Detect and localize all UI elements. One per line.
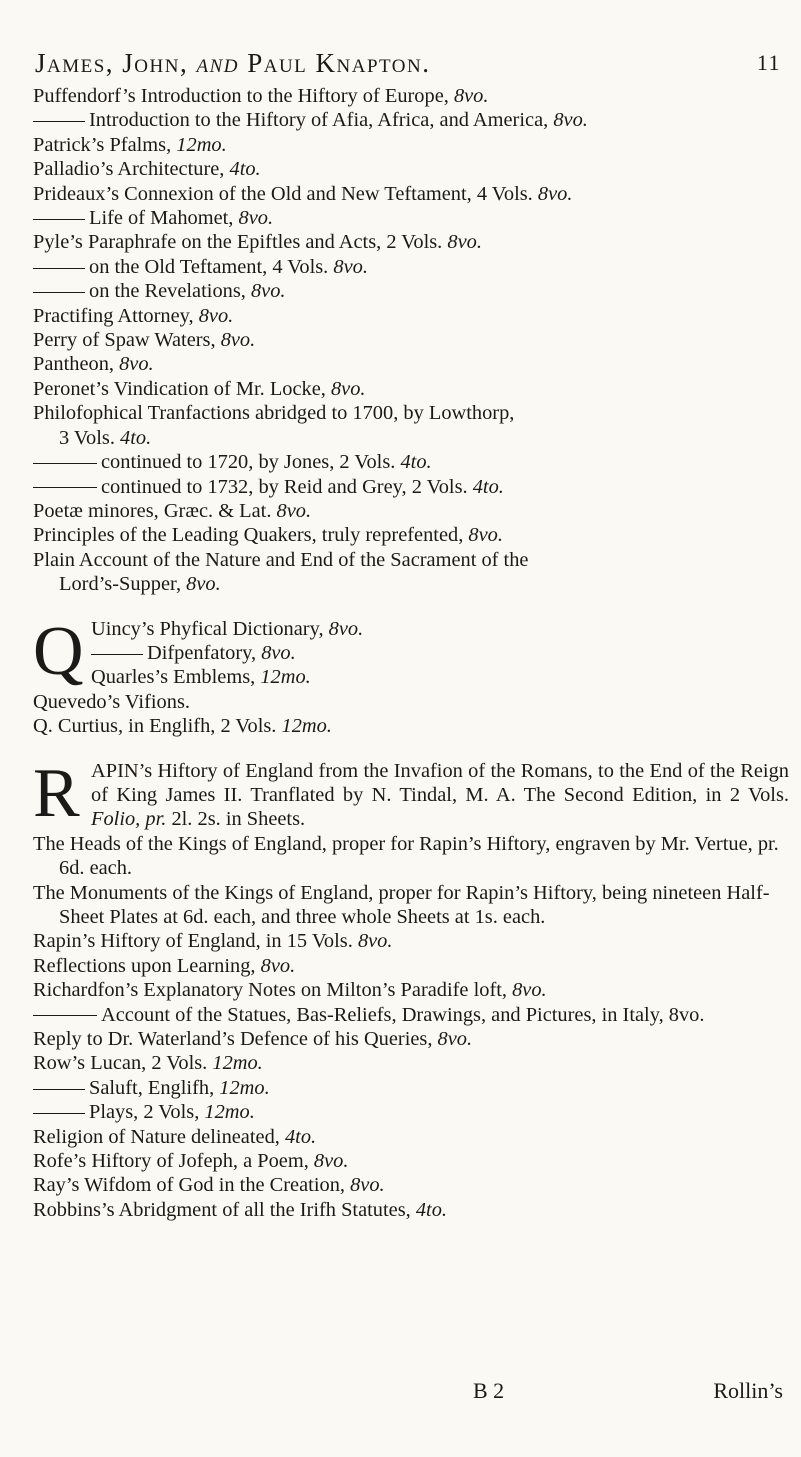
catalogue-entry: [33, 84, 789, 108]
entry-format: 8vo.: [333, 255, 368, 278]
entry-title: Saluft, Englifh,: [89, 1076, 220, 1099]
entry-title: Pyle’s Paraphrafe on the Epiftles and Acts, 2 Vols.: [33, 231, 448, 254]
entry-format: 8vo.: [553, 109, 588, 132]
entry-format: 4to.: [400, 451, 432, 474]
entry-title: Introduction to the Hiftory of Afia, Africa, and America,: [89, 109, 554, 132]
entry-format: 8vo.: [447, 231, 482, 254]
entry-format: 4to.: [284, 1125, 317, 1148]
entry-title: The Monuments of the Kings of England, proper for Rapin’s Hiftory, being nineteen Half-Sheet Plates at 6d. each, and three whole Sheets at 1s. each.: [33, 881, 770, 928]
ditto-rule: [33, 487, 97, 488]
catalogue-entry: [33, 426, 789, 450]
entry-title: Rofe’s Hiftory of Jofeph, a Poem,: [33, 1150, 314, 1173]
entry-title: Perry of Spaw Waters,: [33, 329, 221, 352]
entry-format: 4to.: [120, 426, 152, 449]
catalogue-entry: [33, 157, 789, 181]
ditto-rule: [33, 292, 85, 293]
catalogue-entry: [33, 978, 789, 1002]
catalogue-entry: [33, 352, 789, 376]
catalogue-entry: [33, 523, 789, 547]
entry-title: Practifing Attorney,: [33, 304, 199, 327]
entry-format: 8vo.: [220, 329, 256, 352]
catalogue-entry: [33, 1076, 789, 1100]
entry-format: 12mo.: [219, 1076, 270, 1099]
entry-title: Richardfon’s Explanatory Notes on Milton’s Paradife loft,: [33, 979, 513, 1002]
entry-title: Account of the Statues, Bas-Reliefs, Drawings, and Pictures, in Italy, 8vo.: [101, 1003, 705, 1026]
q-section: [33, 612, 789, 690]
entry-title: Pantheon,: [33, 353, 120, 376]
entry-format: 8vo.: [512, 979, 547, 1002]
page-number: 11: [756, 50, 781, 75]
catalogue-entry: [91, 665, 789, 689]
rapin-format: Folio, pr.: [91, 808, 167, 831]
catalogue-entry: [33, 832, 789, 881]
entry-format: 8vo.: [238, 207, 274, 230]
rapin-description: APIN’s Hiftory of England from the Invafion of the Romans, to the End of the Reign of King James II. Tranflated by N. Tindal, M. A. The Second Edition, in 2 Vols.: [91, 759, 789, 806]
catalogue-entry: [33, 108, 789, 132]
entry-title: Quevedo’s Vifions.: [33, 690, 190, 713]
book-list: [33, 84, 789, 1222]
entry-format: 8vo.: [453, 85, 489, 107]
entry-title: Prideaux’s Connexion of the Old and New Teftament, 4 Vols.: [33, 182, 538, 205]
catalogue-entry: [33, 572, 789, 596]
r-section: [33, 754, 789, 832]
entry-format: 8vo.: [350, 1174, 385, 1197]
catalogue-entry: [33, 1149, 789, 1173]
entry-format: 8vo.: [198, 304, 234, 327]
entry-format: 8vo.: [330, 377, 366, 400]
section-gap: [33, 739, 789, 759]
entry-title: Ray’s Wifdom of God in the Creation,: [33, 1174, 351, 1197]
rapin-price: 2l. 2s. in Sheets.: [166, 808, 306, 831]
entry-title: Uincy’s Phyfical Dictionary,: [91, 617, 329, 640]
catalogue-entry: [33, 279, 789, 303]
title-part-1: James, John,: [35, 48, 197, 78]
running-header: [35, 48, 781, 82]
entry-title: Rapin’s Hiftory of England, in 15 Vols.: [33, 930, 358, 953]
entry-format: 12mo.: [281, 715, 332, 738]
ditto-rule: [33, 463, 97, 464]
entry-format: 8vo.: [261, 641, 296, 664]
entry-title: continued to 1720, by Jones, 2 Vols.: [101, 451, 401, 474]
entry-title: Religion of Nature delineated,: [33, 1125, 285, 1148]
entry-title: Robbins’s Abridgment of all the Irifh Statutes,: [33, 1198, 416, 1221]
entry-title: continued to 1732, by Reid and Grey, 2 Vols.: [101, 475, 473, 498]
catalogue-entry: [33, 881, 789, 930]
entry-format: 8vo.: [357, 930, 393, 953]
catalogue-entry: [33, 499, 789, 523]
section-gap: [33, 597, 789, 617]
title-and: and: [196, 48, 239, 78]
entry-title: Patrick’s Pfalms,: [33, 133, 177, 156]
catalogue-entry: [33, 304, 789, 328]
entry-title: Poetæ minores, Græc. & Lat.: [33, 499, 277, 522]
page-footer: [33, 1378, 783, 1408]
entry-format: 12mo.: [176, 133, 227, 156]
catalogue-entry: [33, 255, 789, 279]
entry-format: 12mo.: [260, 666, 311, 689]
publisher-title: [35, 48, 431, 79]
catalogue-entry: [33, 1003, 789, 1027]
ditto-rule: [33, 219, 85, 220]
drop-cap-r: R: [33, 754, 80, 832]
entry-format: 12mo.: [212, 1052, 263, 1075]
drop-cap-q: Q: [33, 612, 84, 690]
ditto-rule: [33, 1113, 85, 1114]
catchword: Rollin’s: [713, 1378, 783, 1403]
catalogue-entry: [33, 954, 789, 978]
catalogue-entry: [33, 1173, 789, 1197]
entry-format: 4to.: [229, 158, 261, 181]
entry-title: Quarles’s Emblems,: [91, 666, 261, 689]
entry-title: Puffendorf’s Introduction to the Hiftory of Europe,: [33, 85, 454, 107]
ditto-rule: [33, 1089, 85, 1090]
entry-title: Reply to Dr. Waterland’s Defence of his Queries,: [33, 1028, 438, 1051]
entry-title: The Heads of the Kings of England, proper for Rapin’s Hiftory, engraven by Mr. Vertue, pr. 6d. each.: [33, 832, 779, 880]
catalogue-entry: [33, 1051, 789, 1075]
entry-title: Palladio’s Architecture,: [33, 158, 230, 181]
entry-title: Plays, 2 Vols,: [89, 1101, 205, 1124]
entry-format: 8vo.: [437, 1028, 473, 1051]
entry-format: 8vo.: [276, 499, 312, 522]
catalogue-entry: [33, 230, 789, 254]
entry-format: 8vo.: [186, 573, 221, 596]
catalogue-entry: [33, 401, 789, 425]
entry-title: on the Revelations,: [89, 280, 251, 303]
entry-format: 8vo.: [250, 280, 286, 303]
entry-format: 8vo.: [537, 182, 573, 205]
catalogue-entry: [33, 450, 789, 474]
ditto-rule: [33, 268, 85, 269]
catalogue-entry: [33, 714, 789, 738]
catalogue-entry: [91, 641, 789, 665]
entry-title: Peronet’s Vindication of Mr. Locke,: [33, 377, 331, 400]
signature-mark: B 2: [473, 1378, 505, 1403]
entry-title: Life of Mahomet,: [89, 207, 239, 230]
entry-title: on the Old Teftament, 4 Vols.: [89, 255, 334, 278]
entry-format: 4to.: [415, 1198, 448, 1221]
entry-title: 3 Vols.: [59, 426, 121, 449]
catalogue-entry: [33, 1125, 789, 1149]
entry-format: 8vo.: [260, 954, 296, 977]
catalogue-entry: [33, 133, 789, 157]
entry-format: 8vo.: [468, 524, 503, 547]
catalogue-entry: [33, 328, 789, 352]
entry-title: Row’s Lucan, 2 Vols.: [33, 1052, 213, 1075]
entry-title: Lord’s-Supper,: [59, 573, 187, 596]
rapin-history-entry: [91, 759, 789, 832]
entry-title: Principles of the Leading Quakers, truly reprefented,: [33, 524, 469, 547]
catalogue-entry: [33, 206, 789, 230]
entry-title: Philofophical Tranfactions abridged to 1700, by Lowthorp,: [33, 402, 515, 425]
catalogue-entry: [91, 617, 789, 641]
catalogue-entry: [33, 182, 789, 206]
catalogue-entry: [33, 377, 789, 401]
entry-title: Difpenfatory,: [147, 641, 262, 664]
catalogue-entry: [33, 548, 789, 572]
entry-format: 12mo.: [204, 1101, 255, 1124]
catalogue-entry: [33, 475, 789, 499]
ditto-rule: [33, 1015, 97, 1016]
catalogue-entry: [33, 1198, 789, 1222]
entry-format: 4to.: [472, 475, 504, 498]
catalogue-entry: [33, 1027, 789, 1051]
catalogue-entry: [33, 690, 789, 714]
entry-format: 8vo.: [119, 353, 154, 376]
entry-title: Reflections upon Learning,: [33, 954, 261, 977]
catalogue-entry: [33, 1100, 789, 1124]
catalogue-entry: [33, 929, 789, 953]
entry-format: 8vo.: [328, 617, 364, 640]
ditto-rule: [33, 121, 85, 122]
title-part-2: Paul Knapton.: [238, 48, 431, 78]
entry-title: Q. Curtius, in Englifh, 2 Vols.: [33, 715, 282, 738]
entry-format: 8vo.: [313, 1150, 349, 1173]
entry-title: Plain Account of the Nature and End of the Sacrament of the: [33, 548, 529, 571]
ditto-rule: [91, 654, 143, 655]
